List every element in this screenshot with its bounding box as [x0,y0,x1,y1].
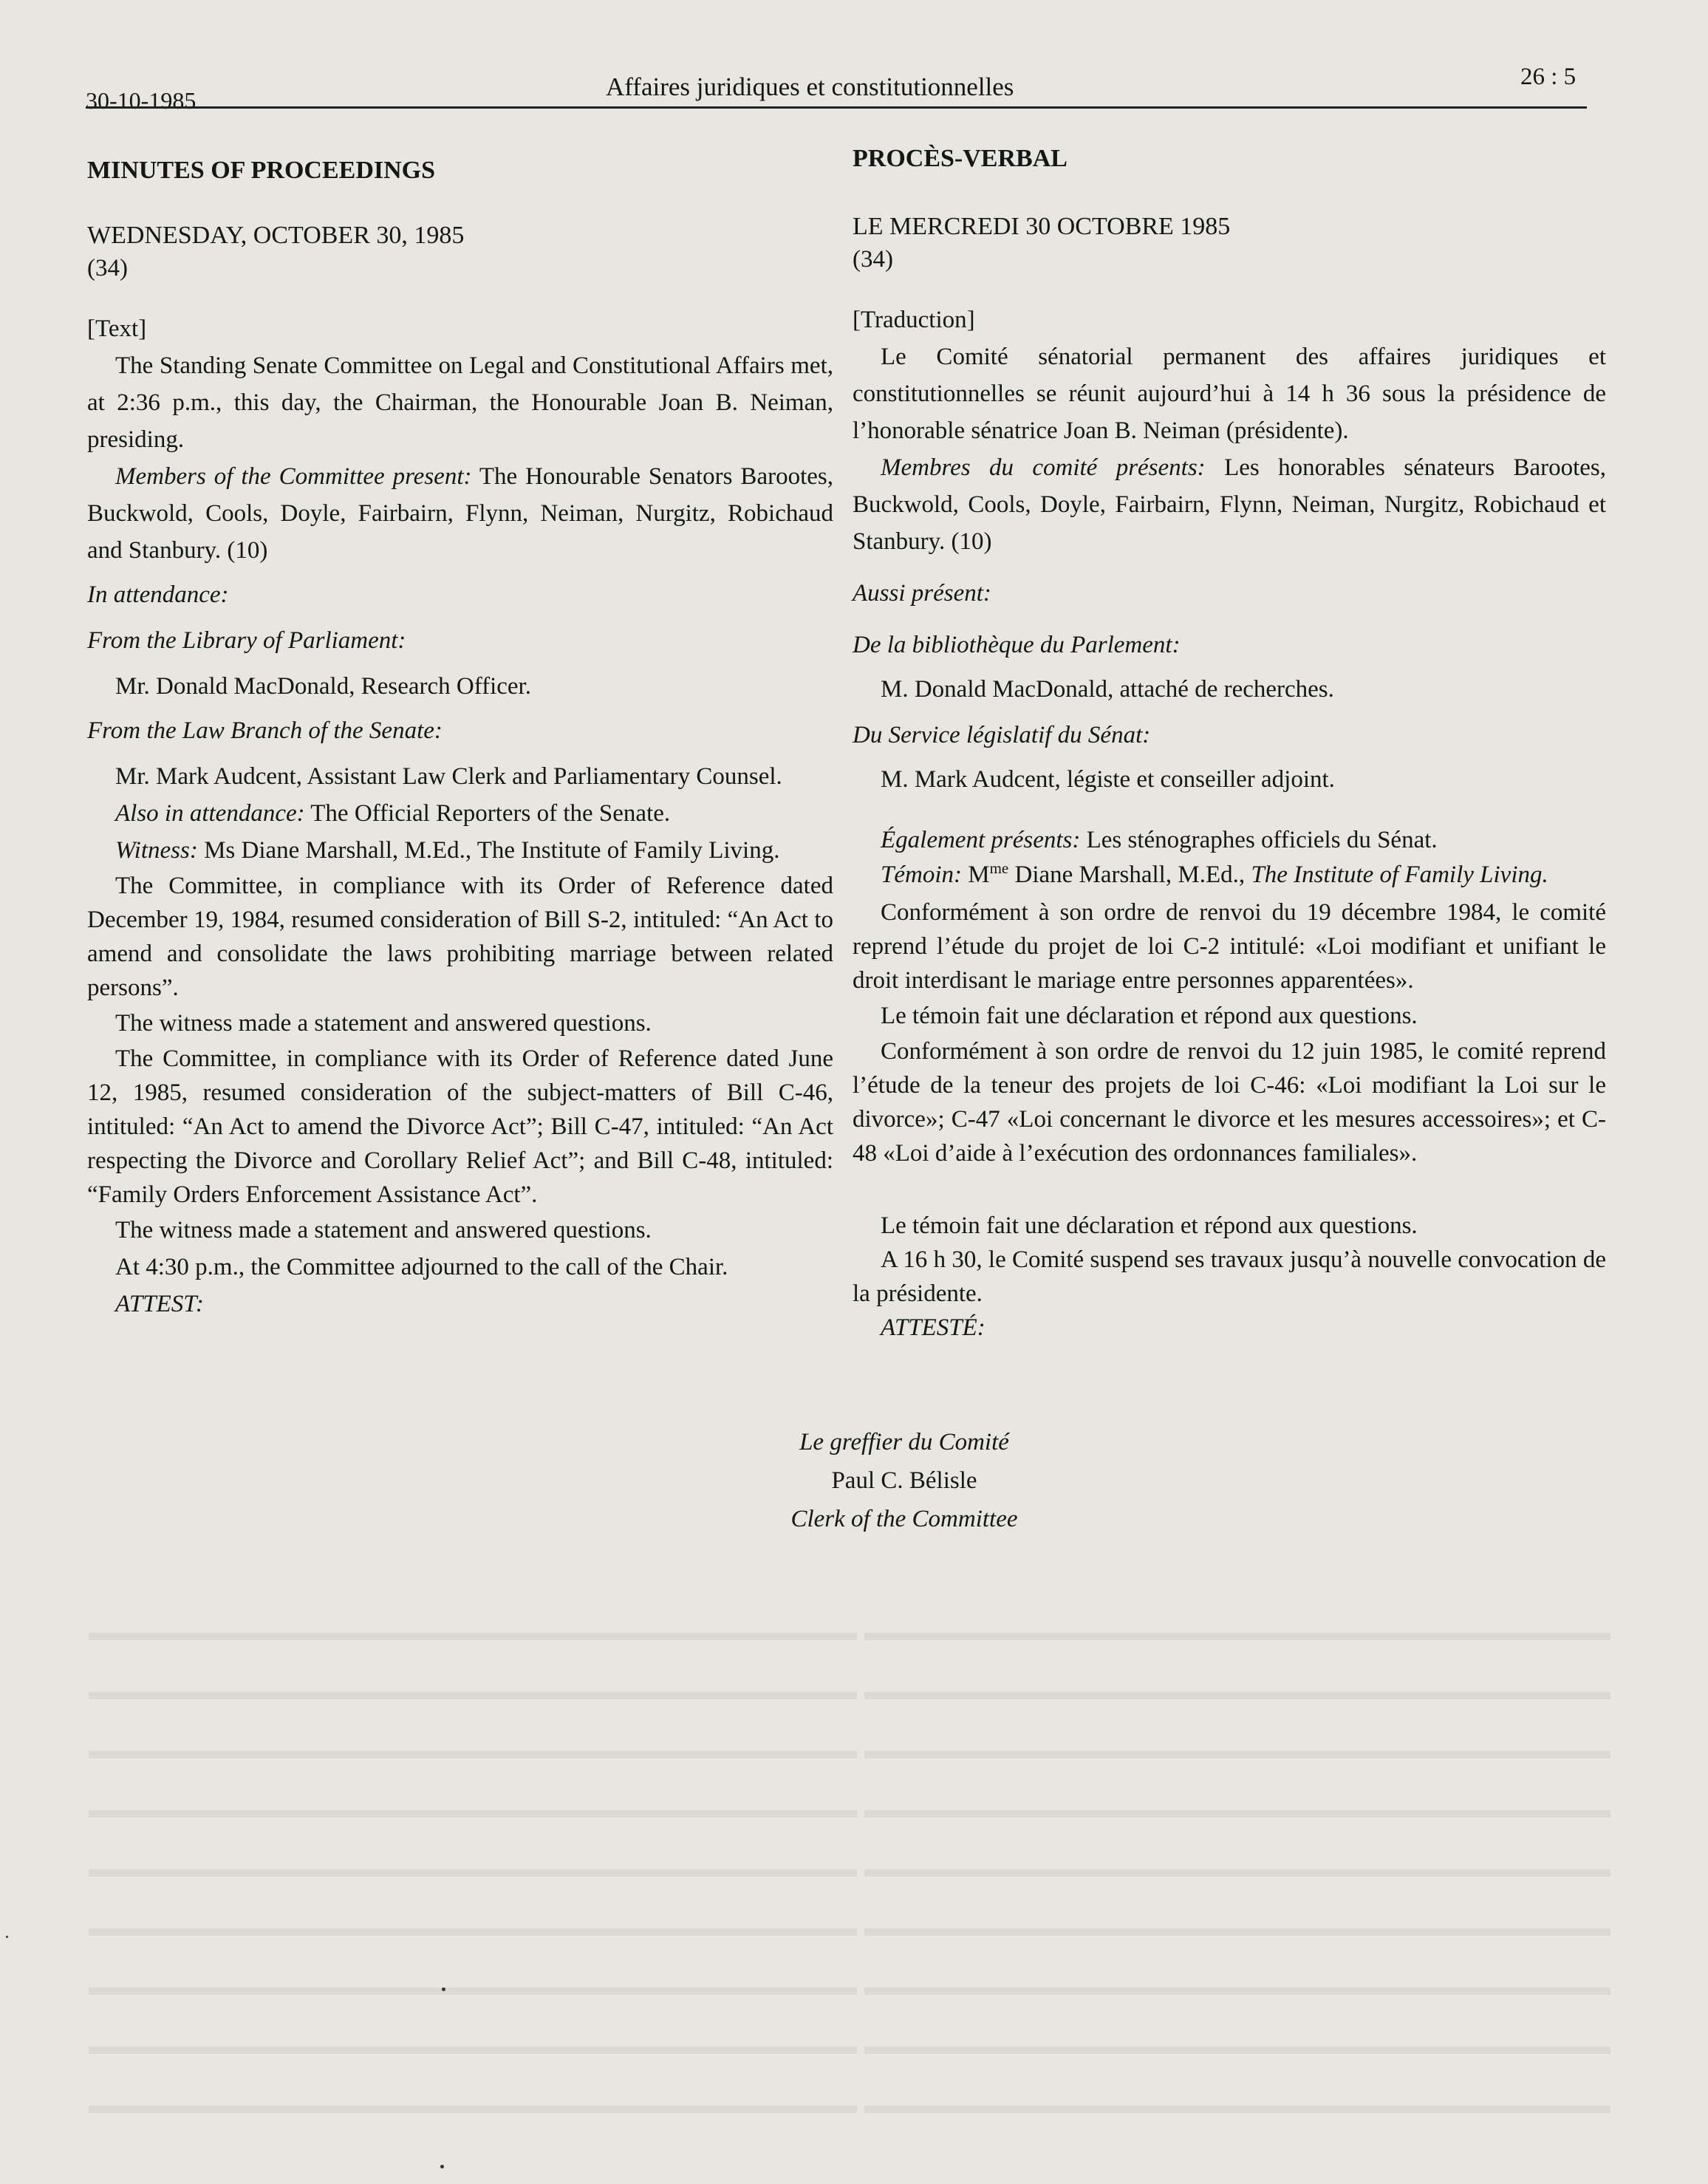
french-witness [853,859,1606,891]
show-through-right [864,1596,1610,2128]
english-adjournment: At 4:30 p.m., the Committee adjourned to the call of the Chair. [115,1254,728,1280]
english-law-person: Mr. Mark Audcent, Assistant Law Clerk and Parliamentary Counsel. [115,763,782,790]
english-witness-text: Ms Diane Marshall, M.Ed., The Institute of Family Living. [197,837,780,864]
french-witness-title: M [962,861,990,888]
english-column [87,152,833,1323]
show-through-left [89,1596,857,2128]
scan-speck [440,2165,444,2168]
english-order-reference-2: The Committee, in compliance with its Order of Reference dated June 12, 1985, resumed consideration of the subject-matters of Bill C-46, intituled: “An Act to amend the Divorce Act”; Bill C-47, intituled: “An Act respecting the Divorce and Corollary Relief Act”; and Bill C-48, intituled: “Family Orders Enforcement Assistance Act”. [87,1045,833,1208]
french-column [853,140,1606,1345]
french-members-present [853,449,1606,560]
english-witness-label: Witness: [115,837,198,864]
french-order-reference-1: Conformément à son ordre de renvoi du 19 décembre 1984, le comité reprend l’étude du projet de loi C-2 intitulé: «Loi modifiant et unifiant le droit interdisant le mariage entre personnes apparentées». [853,899,1606,994]
english-in-attendance: In attendance: [87,581,229,608]
english-text-tag: [Text] [87,315,147,342]
french-witness-title-sup: me [989,859,1009,877]
english-law-label: From the Law Branch of the Senate: [87,717,443,744]
english-library-label: From the Library of Parliament: [87,627,406,654]
english-library-person: Mr. Donald MacDonald, Research Officer. [115,673,531,700]
french-opening-paragraph: Le Comité sénatorial permanent des affaires juridiques et constitutionnelles se réunit aujourd’hui à 14 h 36 sous la présidence de l’honorable sénatrice Joan B. Neiman (présidente). [853,344,1606,444]
english-also-label: Also in attendance: [115,800,305,827]
french-also-label: Également présents: [881,827,1081,853]
french-also-attendance [853,822,1606,859]
english-heading: MINUTES OF PROCEEDINGS [87,157,436,184]
english-attest: ATTEST: [115,1291,204,1317]
french-library-label: De la bibliothèque du Parlement: [853,632,1181,658]
header-date: 30-10-1985 [86,87,197,114]
french-date-line: LE MERCREDI 30 OCTOBRE 1985 [853,213,1231,240]
english-members-text: The Honourable Senators Barootes, Buckwold, Cools, Doyle, Fairbairn, Flynn, Neiman, Nurgitz, Robichaud and Stanbury. (10) [87,463,833,564]
english-statement-1: The witness made a statement and answered questions. [115,1010,652,1037]
french-statement-2: Le témoin fait une déclaration et répond aux questions. [881,1212,1418,1239]
french-witness-name: Diane Marshall, M.Ed., [1008,861,1251,888]
french-witness-institute: The Institute of Family Living. [1251,861,1548,888]
english-also-attendance [87,795,833,832]
french-law-label: Du Service législatif du Sénat: [853,722,1151,748]
header-page-number: 26 : 5 [1520,64,1577,90]
english-witness [87,832,833,869]
english-date-line: WEDNESDAY, OCTOBER 30, 1985 [87,222,465,249]
english-statement-2: The witness made a statement and answered questions. [115,1217,652,1243]
french-members-text: Les honorables sénateurs Barootes, Buckwold, Cools, Doyle, Fairbairn, Flynn, Neiman, Nurgitz, Robichaud et Stanbury. (10) [853,454,1607,555]
english-members-label: Members of the Committee present: [115,463,472,490]
english-members-present [87,458,833,569]
clerk-name: Paul C. Bélisle [831,1467,977,1494]
french-also-text: Les sténographes officiels du Sénat. [1080,827,1438,853]
french-also-present: Aussi présent: [853,580,991,607]
english-order-reference-1: The Committee, in compliance with its Order of Reference dated December 19, 1984, resumed consideration of Bill S-2, intituled: “An Act to amend and consolidate the laws prohibiting marriage between related persons”. [87,873,833,1001]
french-witness-label: Témoin: [881,861,962,888]
french-order-reference-2: Conformément à son ordre de renvoi du 12 juin 1985, le comité reprend l’étude de la teneur des projets de loi C-46: «Loi modifiant la Loi sur le divorce»; C-47 «Loi concernant le divorce et les mesures accessoires»; et C-48 «Loi d’aide à l’exécution des ordonnances familiales». [853,1038,1606,1167]
french-adjournment: A 16 h 30, le Comité suspend ses travaux jusqu’à nouvelle convocation de la présidente. [853,1246,1606,1307]
french-attest: ATTESTÉ: [881,1314,985,1341]
french-library-person: M. Donald MacDonald, attaché de recherches. [881,676,1334,703]
french-law-person: M. Mark Audcent, légiste et conseiller adjoint. [881,766,1335,793]
clerk-title-french: Le greffier du Comité [799,1429,1009,1456]
french-issue-number: (34) [853,246,893,273]
header-title: Affaires juridiques et constitutionnelles [606,72,1014,101]
header-rule [86,106,1587,109]
english-issue-number: (34) [87,255,128,281]
french-members-label: Membres du comité présents: [881,454,1206,481]
scan-speck [442,1987,445,1991]
french-heading: PROCÈS-VERBAL [853,145,1068,172]
english-opening-paragraph: The Standing Senate Committee on Legal and Constitutional Affairs met, at 2:36 p.m., this day, the Chairman, the Honourable Joan B. Neiman, presiding. [87,352,833,453]
scan-speck [6,1936,8,1938]
english-also-text: The Official Reporters of the Senate. [304,800,671,827]
french-statement-1: Le témoin fait une déclaration et répond aux questions. [881,1003,1418,1029]
clerk-title-english: Clerk of the Committee [790,1506,1018,1532]
french-text-tag: [Traduction] [853,307,975,333]
signature-block [683,1423,1126,1538]
